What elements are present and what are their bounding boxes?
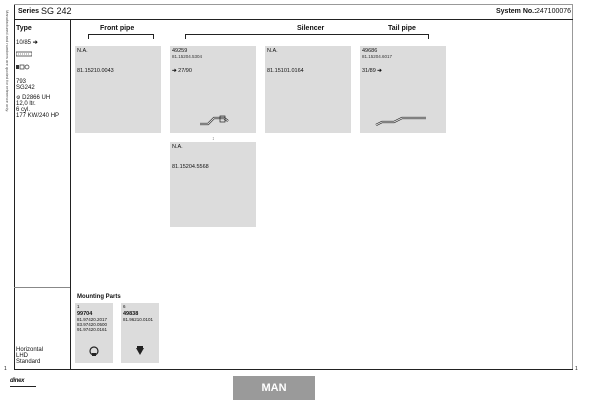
- column-divider: [70, 19, 71, 370]
- part-id: N.A.: [77, 48, 88, 54]
- part-49259[interactable]: [170, 46, 256, 133]
- front-pipe-header: Front pipe: [100, 25, 135, 32]
- mounting-type: [16, 347, 70, 365]
- fuel-icon: [16, 51, 70, 59]
- displacement: 12,0 ltr.: [16, 101, 36, 107]
- steering-side: LHD: [16, 353, 29, 359]
- part-number: 81.15210.0043: [77, 68, 114, 74]
- mounting-number-2: 83.97420.0500: [77, 322, 108, 327]
- type-date: 10/85 ➔: [16, 40, 38, 46]
- brand-tab: [233, 376, 315, 400]
- part-id: 49686: [362, 48, 378, 54]
- front-pipe-bracket: [88, 34, 154, 38]
- vehicle-info: [16, 25, 70, 119]
- connector-mark: ↕: [212, 136, 215, 142]
- mounting-id: 99704: [77, 311, 93, 317]
- part-number: 81.15204.5568: [172, 164, 209, 170]
- part-silencer[interactable]: [265, 46, 351, 133]
- tail-pipe-drawing: [374, 114, 430, 128]
- part-date-note: 31/89 ➔: [362, 68, 382, 74]
- arrow-right-icon: ➔: [32, 40, 38, 46]
- mounting-qty: 1: [77, 304, 80, 309]
- nut-icon: [134, 345, 146, 357]
- tail-pipe-header: Tail pipe: [388, 25, 416, 32]
- clamp-icon: [88, 345, 100, 357]
- system-no-value: 247100076: [536, 8, 572, 15]
- arrow-right-icon: ➔: [172, 68, 177, 74]
- part-49686[interactable]: [360, 46, 446, 133]
- mounting-number-3: 91.97420.0161: [77, 327, 108, 332]
- part-id: N.A.: [267, 48, 278, 54]
- mounting-part-49838[interactable]: [121, 303, 159, 363]
- part-id: 49259: [172, 48, 188, 54]
- model-name: SG242: [16, 85, 35, 91]
- mounting-qty: 6: [123, 304, 126, 309]
- frame-top: [14, 4, 573, 5]
- cylinders: 6 cyl.: [16, 107, 31, 113]
- mounting-number-1: 81.97420.2017: [77, 317, 108, 322]
- side-note: Manufactured and numbers are quoted for reference only.: [5, 10, 10, 113]
- footer-rule: [14, 369, 573, 370]
- frame-right: [572, 4, 573, 370]
- part-front-pipe-alt[interactable]: [170, 142, 256, 227]
- mounting-number-1: 81.96210.0101: [123, 317, 154, 322]
- frame-left: [14, 4, 15, 370]
- system-no-label: System No.:: [496, 8, 537, 15]
- part-oe-number: 81.15204.5304: [172, 54, 203, 59]
- front-pipe-drawing: [198, 112, 230, 128]
- engine-icon: ⚙: [16, 95, 21, 101]
- part-date-note: ➔ 27/90: [172, 68, 192, 74]
- part-number: 81.15101.0164: [267, 68, 304, 74]
- engine-code: ⚙ D2866 UH: [16, 95, 51, 101]
- page-number-left: 1: [4, 366, 7, 372]
- logo-underline: [10, 386, 36, 387]
- mounting-id: 49838: [123, 311, 139, 317]
- mounting-parts-title: Mounting Parts: [77, 294, 121, 300]
- power: 177 KW/240 HP: [16, 113, 60, 119]
- part-id: N.A.: [172, 144, 183, 150]
- header-rule: [14, 19, 573, 20]
- mounting-part-99704[interactable]: [75, 303, 113, 363]
- dinex-logo: dinex: [10, 378, 25, 384]
- series-value: SG 242: [41, 6, 72, 16]
- left-divider: [14, 287, 70, 288]
- arrow-right-icon: ➔: [377, 68, 382, 74]
- model-number: 793: [16, 79, 27, 85]
- type-title: Type: [16, 25, 32, 32]
- series-label: Series: [18, 8, 40, 15]
- vehicle-pictogram-icon: [16, 64, 70, 72]
- silencer-header: Silencer: [297, 25, 325, 32]
- version: Standard: [16, 359, 41, 365]
- part-front-pipe[interactable]: [75, 46, 161, 133]
- part-oe-number: 81.15204.6017: [362, 54, 393, 59]
- page-number-right: 1: [575, 366, 578, 372]
- mounting-orientation: Horizontal: [16, 347, 44, 353]
- silencer-bracket: [185, 34, 429, 38]
- brand-name: MAN: [261, 382, 287, 394]
